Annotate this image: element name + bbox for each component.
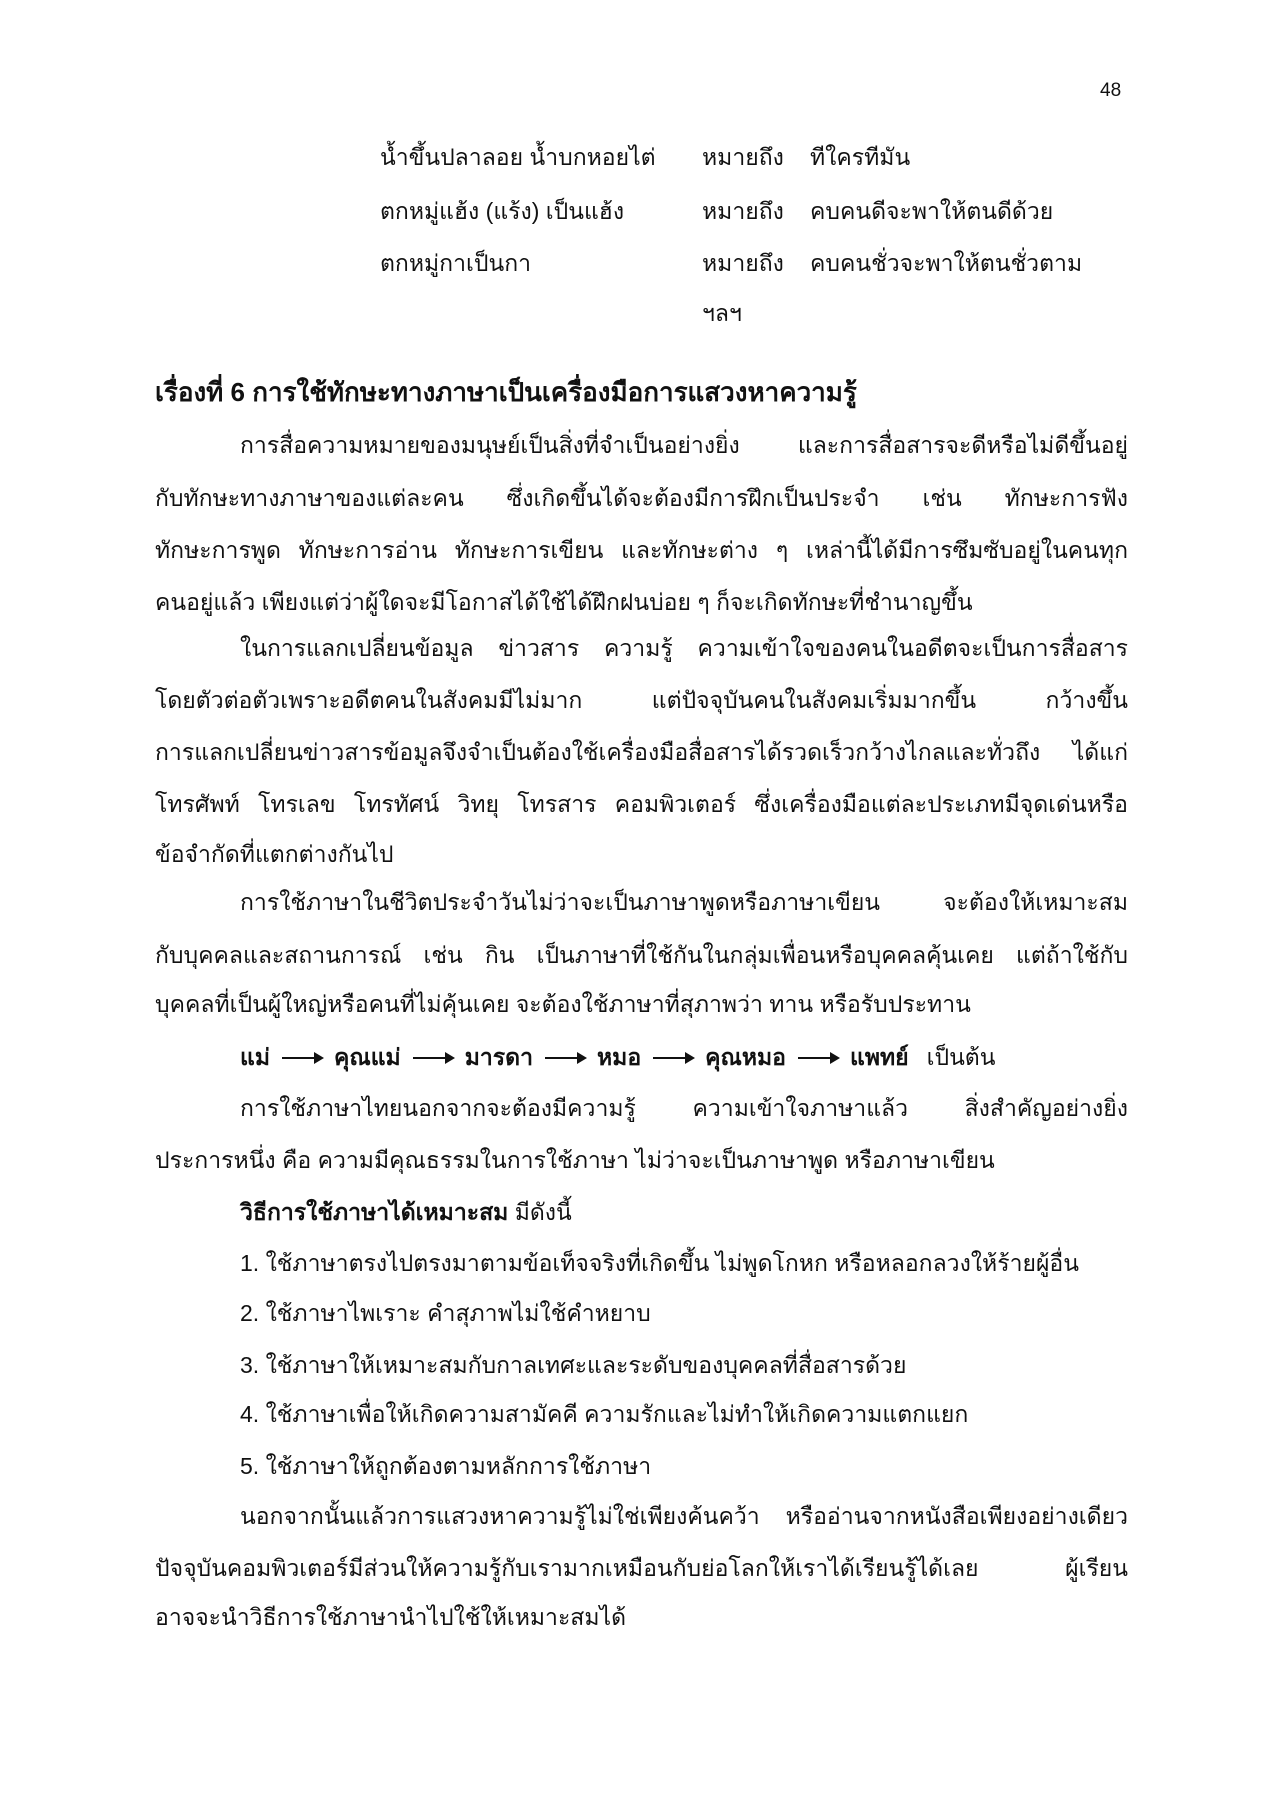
word: มารดา bbox=[464, 1044, 533, 1070]
methods-heading bbox=[240, 1197, 1128, 1227]
page-number: 48 bbox=[1100, 80, 1122, 101]
methods-suffix: มีดังนี้ bbox=[514, 1199, 572, 1225]
paragraph-line: การใช้ภาษาไทยนอกจากจะต้องมีความรู้ ความเข้าใจภาษาแล้ว สิ่งสำคัญอย่างยิ่ง bbox=[240, 1095, 1128, 1121]
word-chain-suffix: เป็นต้น bbox=[926, 1044, 996, 1070]
word: แม่ bbox=[240, 1044, 270, 1070]
paragraph-line: โทรศัพท์ โทรเลข โทรทัศน์ วิทยุ โทรสาร คอมพิวเตอร์ ซึ่งเครื่องมือแต่ละประเภทมีจุดเด่นหรือ bbox=[155, 791, 1128, 817]
paragraph-line: บุคคลที่เป็นผู้ใหญ่หรือคนที่ไม่คุ้นเคย จะต้องใช้ภาษาที่สุภาพว่า ทาน หรือรับประทาน bbox=[155, 991, 971, 1017]
word: หมอ bbox=[597, 1044, 642, 1070]
list-item: 5. ใช้ภาษาให้ถูกต้องตามหลักการใช้ภาษา bbox=[240, 1453, 652, 1479]
word-chain bbox=[240, 1040, 995, 1076]
paragraph-line: ทักษะการพูด ทักษะการอ่าน ทักษะการเขียน และทักษะต่าง ๆ เหล่านี้ได้มีการซึมซับอยู่ในคนทุก bbox=[155, 537, 1128, 563]
arrow-right-icon bbox=[282, 1057, 322, 1059]
idiom-phrase: ตกหมู่แฮ้ง (แร้ง) เป็นแฮ้ง bbox=[380, 198, 625, 224]
idiom-meaning: คบคนชั่วจะพาให้ตนชั่วตาม bbox=[810, 250, 1083, 276]
idiom-row bbox=[0, 246, 1273, 276]
list-item: 3. ใช้ภาษาให้เหมาะสมกับกาลเทศะและระดับของบุคคลที่สื่อสารด้วย bbox=[240, 1352, 907, 1378]
idiom-means: หมายถึง bbox=[702, 198, 784, 224]
idiom-row bbox=[0, 140, 1273, 170]
list-item: 1. ใช้ภาษาตรงไปตรงมาตามข้อเท็จจริงที่เกิดขึ้น ไม่พูดโกหก หรือหลอกลวงให้ร้ายผู้อื่น bbox=[240, 1250, 1079, 1276]
word: แพทย์ bbox=[850, 1044, 909, 1070]
arrow-right-icon bbox=[653, 1057, 693, 1059]
paragraph-line: โดยตัวต่อตัวเพราะอดีตคนในสังคมมีไม่มาก แต่ปัจจุบันคนในสังคมเริ่มมากขึ้น กว้างขึ้น bbox=[155, 687, 1128, 713]
paragraph-line: การแลกเปลี่ยนข่าวสารข้อมูลจึงจำเป็นต้องใช้เครื่องมือสื่อสารได้รวดเร็วกว้างไกลและทั่วถึง ได้แก่ bbox=[155, 739, 1128, 765]
idiom-phrase: ตกหมู่กาเป็นกา bbox=[380, 250, 532, 276]
idiom-phrase: น้ำขึ้นปลาลอย น้ำบกหอยไต่ bbox=[380, 144, 656, 170]
arrow-right-icon bbox=[798, 1057, 838, 1059]
word: คุณแม่ bbox=[334, 1044, 401, 1070]
word: คุณหมอ bbox=[705, 1044, 786, 1070]
section-heading: เรื่องที่ 6 การใช้ทักษะทางภาษาเป็นเครื่องมือการแสวงหาความรู้ bbox=[155, 377, 857, 407]
arrow-right-icon bbox=[545, 1057, 585, 1059]
paragraph-line: ข้อจำกัดที่แตกต่างกันไป bbox=[155, 841, 394, 867]
paragraph-line: กับบุคคลและสถานการณ์ เช่น กิน เป็นภาษาที่ใช้กันในกลุ่มเพื่อนหรือบุคคลคุ้นเคย แต่ถ้าใช้กับ bbox=[155, 942, 1128, 968]
paragraph-line: กับทักษะทางภาษาของแต่ละคน ซึ่งเกิดขึ้นได้จะต้องมีการฝึกเป็นประจำ เช่น ทักษะการฟัง bbox=[155, 485, 1128, 511]
paragraph-line: อาจจะนำวิธีการใช้ภาษานำไปใช้ให้เหมาะสมได้ bbox=[155, 1604, 627, 1630]
paragraph-line: ปัจจุบันคอมพิวเตอร์มีส่วนให้ความรู้กับเรามากเหมือนกับย่อโลกให้เราได้เรียนรู้ได้เลย ผู้เรียน bbox=[155, 1555, 1128, 1581]
list-item: 4. ใช้ภาษาเพื่อให้เกิดความสามัคคี ความรักและไม่ทำให้เกิดความแตกแยก bbox=[240, 1401, 969, 1427]
methods-title: วิธีการใช้ภาษาได้เหมาะสม bbox=[240, 1199, 509, 1225]
idiom-meaning: คบคนดีจะพาให้ตนดีด้วย bbox=[810, 198, 1054, 224]
list-item: 2. ใช้ภาษาไพเราะ คำสุภาพไม่ใช้คำหยาบ bbox=[240, 1300, 651, 1326]
paragraph-line: การสื่อความหมายของมนุษย์เป็นสิ่งที่จำเป็นอย่างยิ่ง และการสื่อสารจะดีหรือไม่ดีขึ้นอยู่ bbox=[240, 432, 1128, 458]
paragraph-line: การใช้ภาษาในชีวิตประจำวันไม่ว่าจะเป็นภาษาพูดหรือภาษาเขียน จะต้องให้เหมาะสม bbox=[240, 889, 1128, 915]
idiom-means: หมายถึง bbox=[702, 144, 784, 170]
arrow-right-icon bbox=[413, 1057, 453, 1059]
idiom-meaning: ทีใครทีมัน bbox=[810, 144, 911, 170]
idiom-row bbox=[0, 194, 1273, 224]
paragraph-line: คนอยู่แล้ว เพียงแต่ว่าผู้ใดจะมีโอกาสได้ใช้ได้ฝึกฝนบ่อย ๆ ก็จะเกิดทักษะที่ชำนาญขึ้น bbox=[155, 589, 973, 615]
idiom-means: หมายถึง bbox=[702, 250, 784, 276]
paragraph-line: ประการหนึ่ง คือ ความมีคุณธรรมในการใช้ภาษา ไม่ว่าจะเป็นภาษาพูด หรือภาษาเขียน bbox=[155, 1147, 995, 1173]
paragraph-line: นอกจากนั้นแล้วการแสวงหาความรู้ไม่ใช่เพียงค้นคว้า หรืออ่านจากหนังสือเพียงอย่างเดียว bbox=[240, 1503, 1128, 1529]
paragraph-line: ในการแลกเปลี่ยนข้อมูล ข่าวสาร ความรู้ ความเข้าใจของคนในอดีตจะเป็นการสื่อสาร bbox=[240, 635, 1128, 661]
etc-mark: ฯลฯ bbox=[702, 300, 742, 326]
